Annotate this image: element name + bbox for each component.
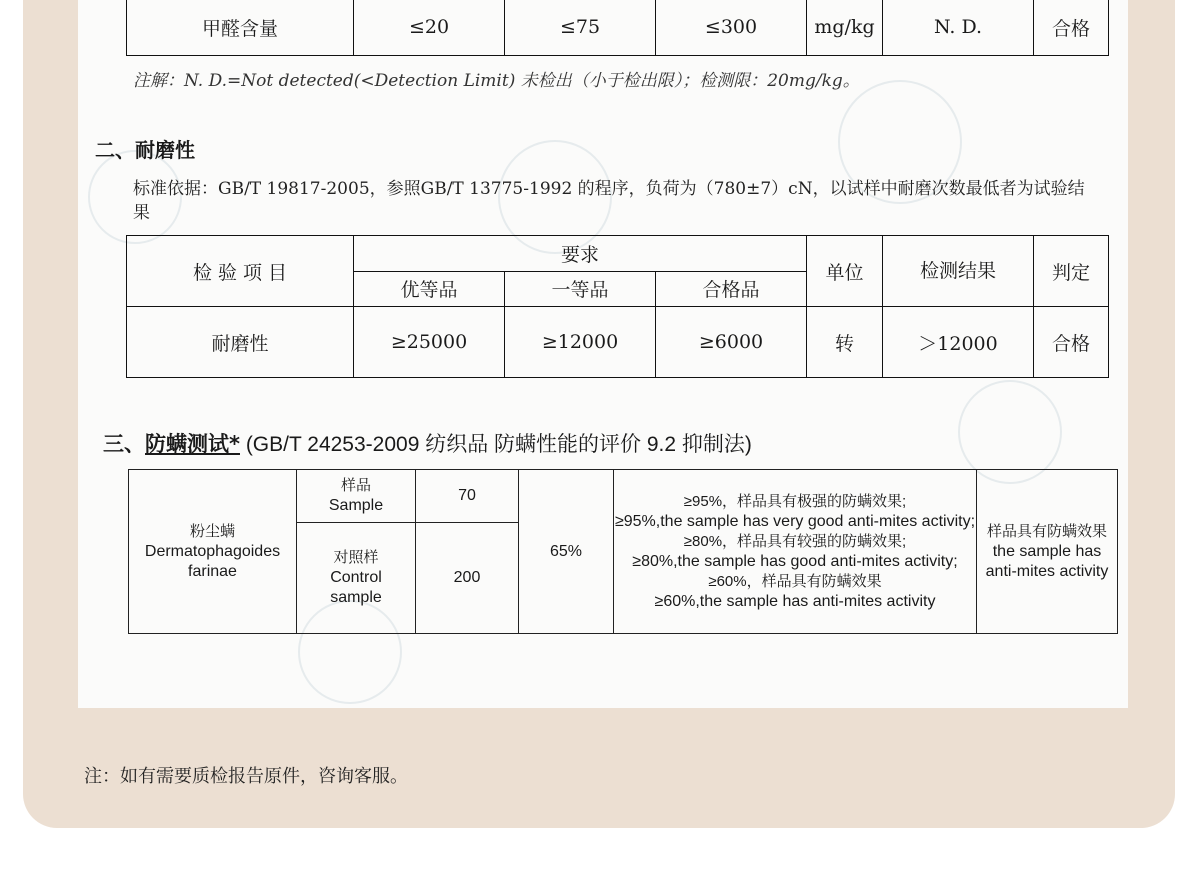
- criteria-line: ≥60%,the sample has anti-mites activity: [654, 592, 936, 610]
- header-item: 检 验 项 目: [127, 236, 354, 307]
- section-title-abrasion: 二、耐磨性: [95, 138, 195, 162]
- conclusion-cn: 样品具有防螨效果: [986, 522, 1107, 540]
- criteria-line: ≥80%,the sample has good anti-mites activity;: [632, 552, 958, 570]
- species-cn: 粉尘螨: [189, 522, 235, 540]
- abrasion-table: [126, 235, 1109, 378]
- footnote: 注：如有需要质检报告原件，咨询客服。: [84, 766, 408, 787]
- qualified-cell: ≥6000: [656, 307, 807, 378]
- header-requirement: 要求: [354, 236, 807, 272]
- result-cell: ＞12000: [883, 307, 1034, 378]
- section-title-bold: 防螨测试*: [145, 432, 240, 456]
- species-en: Dermatophagoides: [144, 542, 281, 560]
- table-row: [127, 0, 1109, 56]
- result-cell: N. D.: [883, 0, 1034, 56]
- item-cell: 耐磨性: [127, 307, 354, 378]
- criteria-line: ≥60%，样品具有防螨效果: [708, 572, 882, 590]
- detection-note: 注解：N. D.=Not detected(<Detection Limit) 未检出（小于检出限）；检测限：20mg/kg。: [133, 71, 860, 91]
- conclusion-en: the sample has anti-mites activity: [985, 542, 1109, 580]
- anti-mites-table: [128, 469, 1118, 634]
- verdict-cell: 合格: [1034, 307, 1109, 378]
- table-header-row: [127, 236, 1109, 272]
- abrasion-standard-text: 标准依据：GB/T 19817-2005，参照GB/T 13775-1992 的程序，负荷为（780±7）cN，以试样中耐磨次数最低者为试验结果: [133, 179, 1085, 223]
- control-label-cell: [297, 523, 416, 634]
- header-result: 检测结果: [883, 236, 1034, 307]
- unit-cell: 转: [807, 307, 883, 378]
- first-cell: ≤75: [505, 0, 656, 56]
- control-en: Control: [330, 569, 382, 586]
- header-first: 一等品: [505, 271, 656, 307]
- superior-cell: ≤20: [354, 0, 505, 56]
- sample-en: Sample: [328, 497, 384, 514]
- criteria-cell: [614, 470, 977, 634]
- control-en: sample: [330, 589, 382, 606]
- verdict-cell: 合格: [1034, 0, 1109, 56]
- unit-cell: mg/kg: [807, 0, 883, 56]
- section-number: 三、: [103, 432, 145, 456]
- table-row: [127, 307, 1109, 378]
- sample-label-cell: [297, 470, 416, 523]
- sample-cn: 样品: [340, 477, 371, 494]
- species-cell: [129, 470, 297, 634]
- header-unit: 单位: [807, 236, 883, 307]
- qualified-cell: ≤300: [656, 0, 807, 56]
- criteria-line: ≥95%,the sample has very good anti-mites activity;: [614, 512, 976, 530]
- header-superior: 优等品: [354, 271, 505, 307]
- header-verdict: 判定: [1034, 236, 1109, 307]
- section-title-standard: (GB/T 24253-2009 纺织品 防螨性能的评价 9.2 抑制法): [239, 433, 752, 456]
- first-cell: ≥12000: [505, 307, 656, 378]
- section-title-anti-mites: [103, 428, 752, 458]
- control-cn: 对照样: [333, 549, 379, 566]
- species-en: farinae: [188, 562, 237, 580]
- table-row: [129, 470, 1118, 523]
- superior-cell: ≥25000: [354, 307, 505, 378]
- control-value-cell: 200: [416, 523, 519, 634]
- header-qualified: 合格品: [656, 271, 807, 307]
- item-cell: 甲醛含量: [127, 0, 354, 56]
- formaldehyde-table: [126, 0, 1109, 56]
- conclusion-cell: [977, 470, 1118, 634]
- criteria-line: ≥95%，样品具有极强的防螨效果;: [683, 492, 907, 510]
- criteria-line: ≥80%，样品具有较强的防螨效果;: [683, 532, 907, 550]
- rate-cell: 65%: [519, 470, 614, 634]
- sample-value-cell: 70: [416, 470, 519, 523]
